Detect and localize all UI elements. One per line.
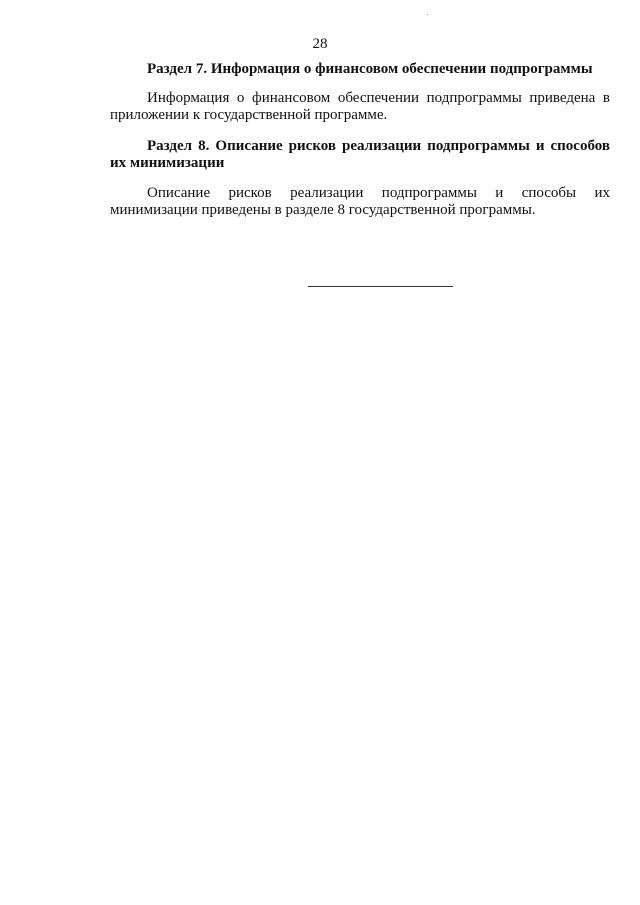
end-of-text-rule [308,286,453,287]
scan-artifact [427,14,428,15]
section-8-body-block [110,185,610,219]
section-8-paragraph: Описание рисков реализации подпрограммы и способы их минимизации приведены в разделе 8 государственной программы. [110,185,610,218]
page-number: 28 [312,36,328,52]
section-7-heading: Раздел 7. Информация о финансовом обеспечении подпрограммы [147,61,593,77]
section-7-paragraph: Информация о финансовом обеспечении подпрограммы приведена в приложении к государственной программе. [110,90,610,123]
section-8-heading: Раздел 8. Описание рисков реализации подпрограммы и способов их минимизации [110,138,610,171]
section-7-body-block [110,90,610,124]
section-7-heading-block [110,61,610,78]
section-8-heading-block [110,138,610,172]
